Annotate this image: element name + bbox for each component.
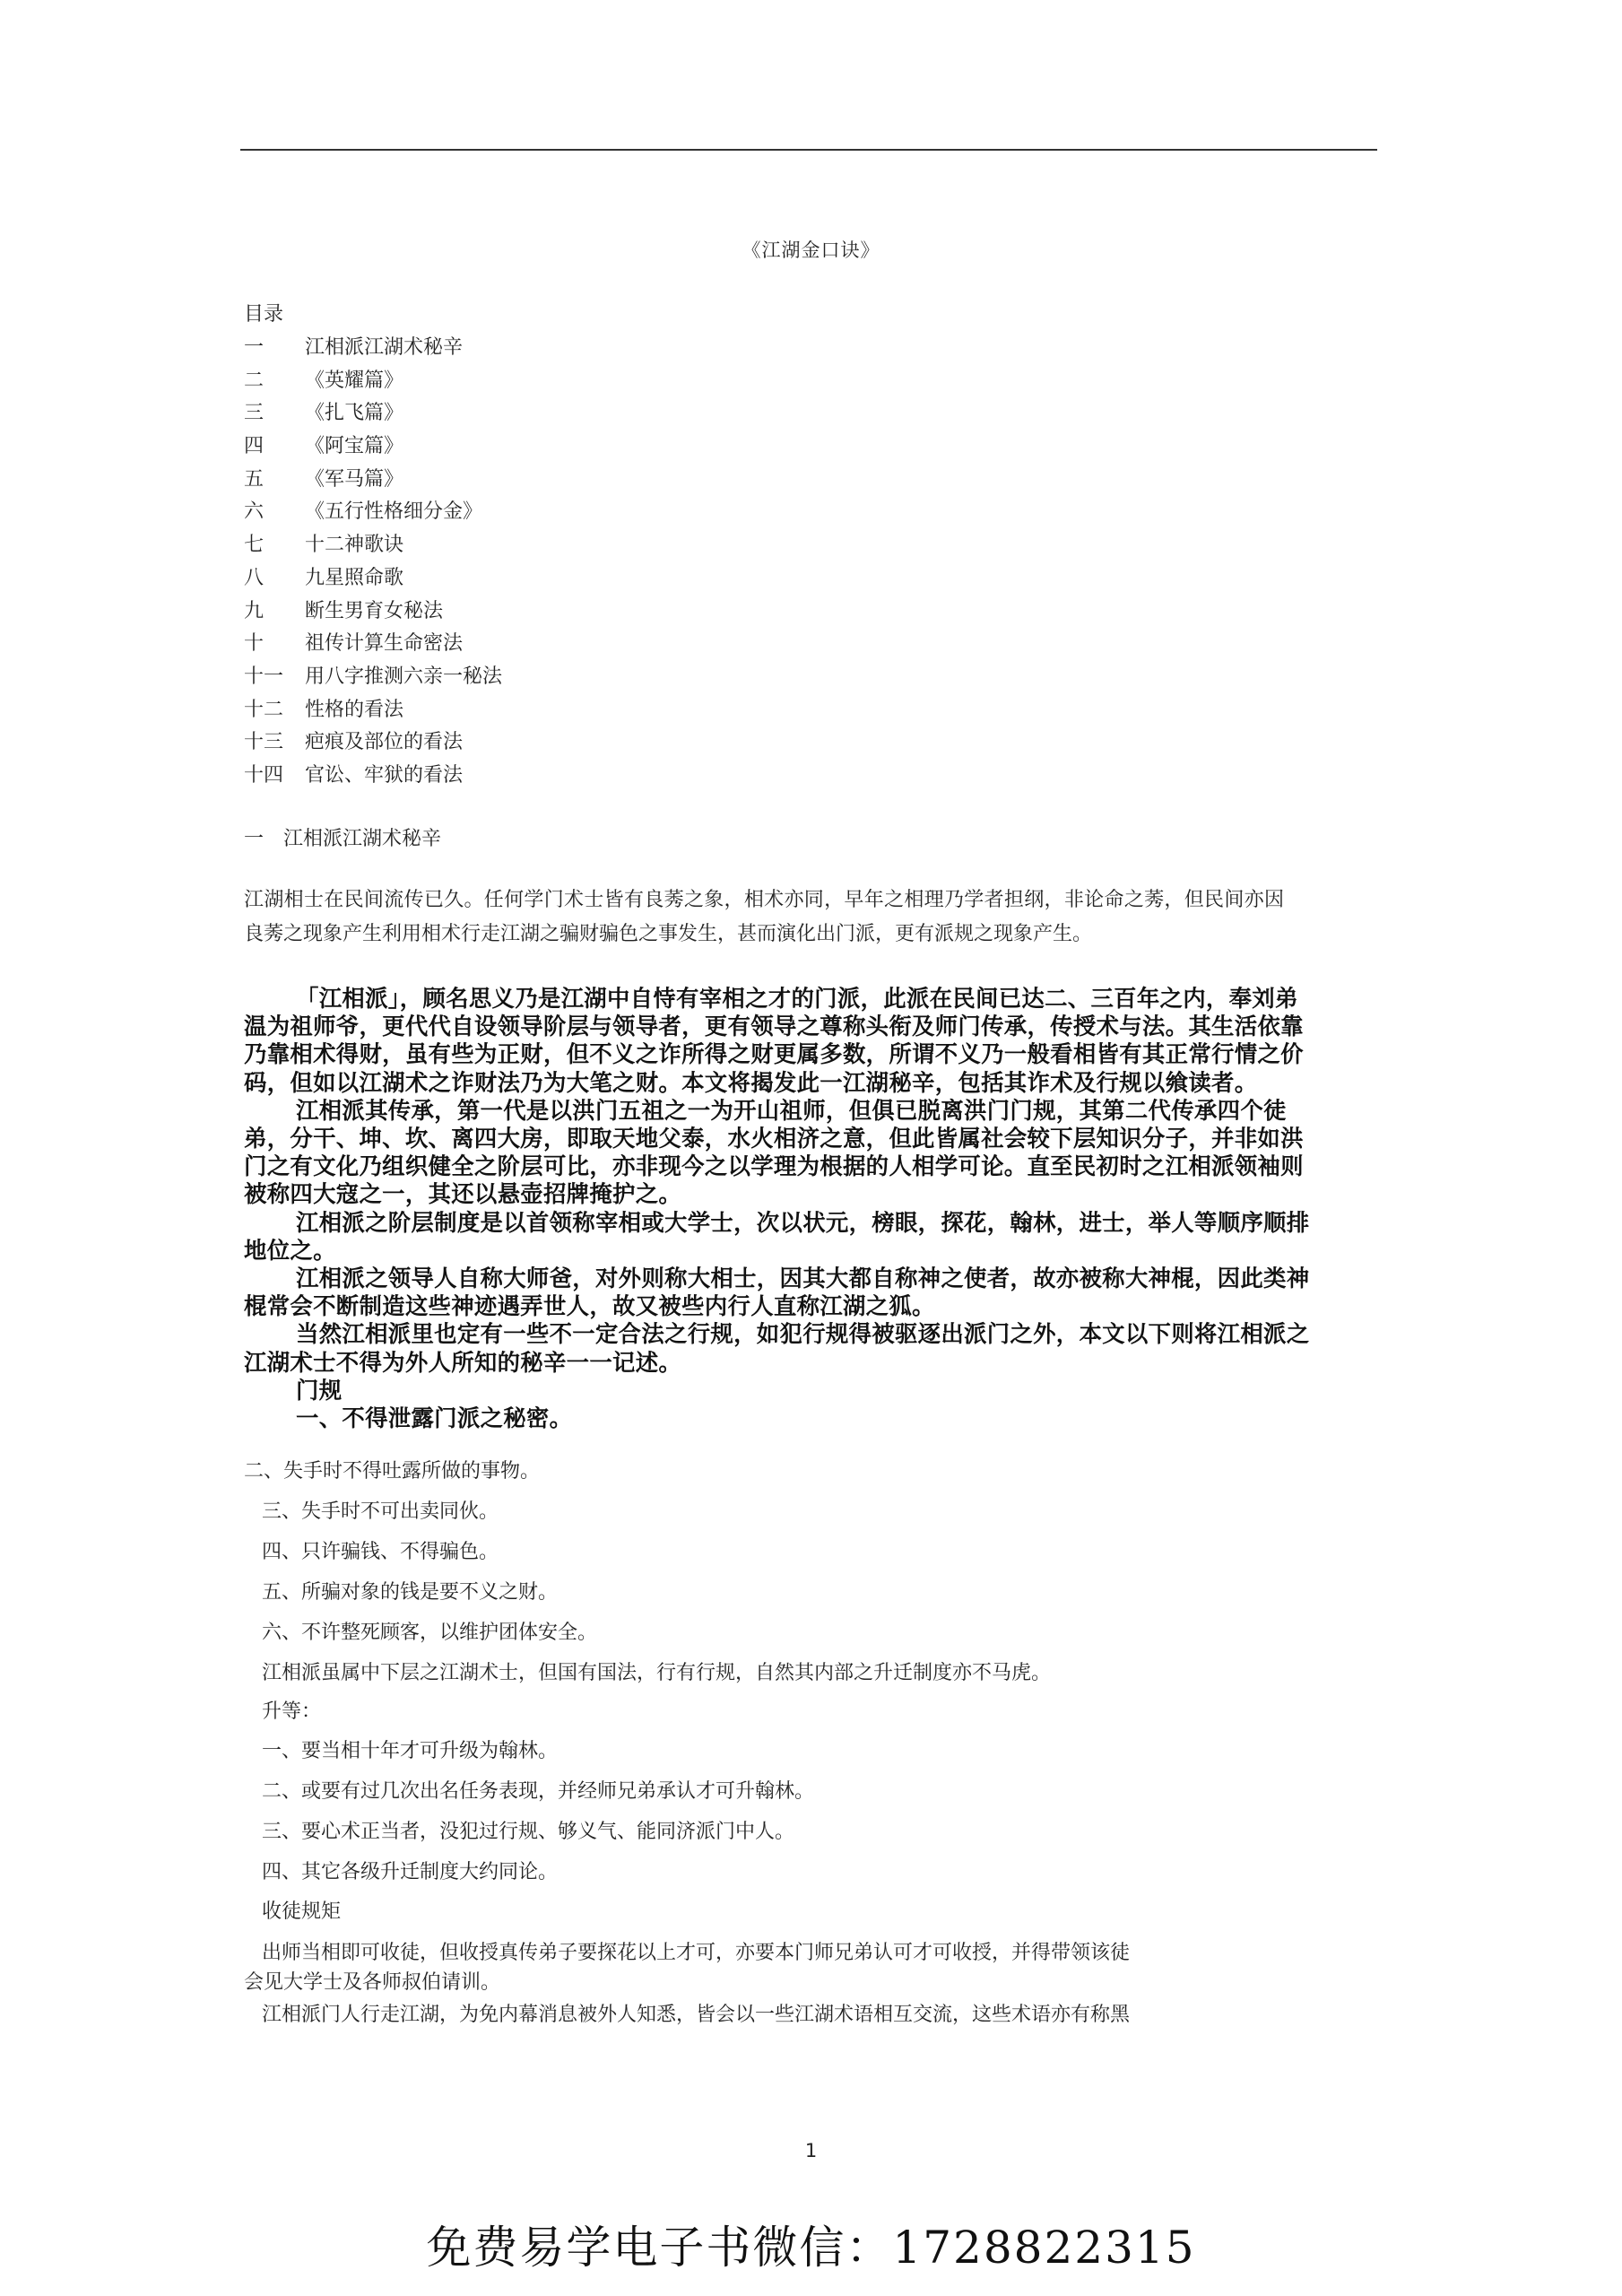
rule-line: 五、所骗对象的钱是要不义之财。 [262, 1581, 559, 1604]
toc-item-number: 十 [244, 632, 265, 656]
toc-item-number: 一 [244, 336, 265, 359]
rule-line: 一、要当相十年才可升级为翰林。 [262, 1740, 559, 1762]
header-rule [240, 149, 1377, 151]
scan-line: 江湖术士不得为外人所知的秘辛一一记述。 [244, 1348, 682, 1376]
rule-line: 收徒规矩 [262, 1900, 342, 1923]
toc-item-number: 三 [244, 402, 265, 425]
toc-item [244, 694, 502, 727]
toc-item-number: 十一 [244, 665, 284, 688]
scan-line: 乃靠相术得财，虽有些为正财，但不义之诈所得之财更属多数，所谓不义乃一般看相皆有其正常行情之价 [244, 1040, 1304, 1068]
toc-item [244, 430, 502, 464]
toc-item-label: 《英耀篇》 [305, 369, 404, 392]
rule-line: 升等： [262, 1700, 322, 1723]
toc-item-number: 十四 [244, 763, 284, 787]
scan-line: 码，但如以江湖术之诈财法乃为大笔之财。本文将揭发此一江湖秘辛，包括其诈术及行规以飨读者。 [244, 1068, 1258, 1096]
toc-item-label: 祖传计算生命密法 [305, 632, 464, 656]
toc-item-number: 二 [244, 369, 265, 392]
scan-line: 江相派其传承，第一代是以洪门五祖之一为开山祖师，但俱已脱离洪门门规，其第二代传承四个徒 [296, 1096, 1287, 1124]
rule-line: 四、只许骗钱、不得骗色。 [262, 1541, 499, 1563]
scan-line: 一、不得泄露门派之秘密。 [296, 1405, 573, 1432]
toc-item [244, 529, 502, 562]
page-number: 1 [804, 2140, 818, 2161]
toc-item-label: 《军马篇》 [305, 467, 404, 491]
toc-item [244, 760, 502, 793]
rule-line: 三、要心术正当者，没犯过行规、够义气、能同济派门中人。 [262, 1821, 795, 1843]
scan-line: 当然江相派里也定有一些不一定合法之行规，如犯行规得被驱逐出派门之外，本文以下则将江相派之 [296, 1320, 1310, 1348]
toc-item-number: 十二 [244, 698, 284, 721]
scan-line: 地位之。 [244, 1236, 336, 1264]
scan-line: 被称四大寇之一，其还以悬壶招牌掩护之。 [244, 1180, 682, 1208]
toc-item-number: 十三 [244, 731, 284, 754]
toc-item-number: 七 [244, 534, 265, 557]
rule-line: 六、不许整死顾客，以维护团体安全。 [262, 1622, 598, 1644]
rule-line: 四、其它各级升迁制度大约同论。 [262, 1861, 559, 1883]
toc-item-number: 六 [244, 500, 265, 524]
toc-item-label: 江相派江湖术秘辛 [305, 336, 464, 359]
toc-item-label: 《五行性格细分金》 [305, 500, 483, 524]
toc-item-number: 四 [244, 435, 265, 458]
scan-line: 棍常会不断制造这些神迹遇弄世人，故又被些内行人直称江湖之狐。 [244, 1292, 935, 1320]
toc-item [244, 496, 502, 529]
toc-item-label: 《阿宝篇》 [305, 435, 404, 458]
footer-advertisement: 免费易学电子书微信：1728822315 [426, 2222, 1196, 2274]
toc-item-label: 九星照命歌 [305, 566, 404, 589]
rule-line: 出师当相即可收徒，但收授真传弟子要探花以上才可，亦要本门师兄弟认可才可收授，并得带领该徒 [262, 1942, 1131, 1964]
toc-item [244, 332, 502, 365]
toc-item [244, 661, 502, 694]
toc-item-label: 断生男育女秘法 [305, 599, 444, 622]
section-title: 江相派江湖术秘辛 [283, 828, 442, 850]
scan-line: 弟，分干、坤、坎、离四大房，即取天地父泰，水火相济之意，但此皆属社会较下层知识分子，并非如洪 [244, 1125, 1304, 1152]
scan-line: 门规 [296, 1376, 343, 1404]
section-number: 一 [244, 828, 265, 850]
scan-line: 江相派之领导人自称大师爸，对外则称大相士，因其大都自称神之使者，故亦被称大神棍，因此类神 [296, 1265, 1310, 1292]
toc-item [244, 562, 502, 596]
toc-item [244, 365, 502, 398]
toc-item-number: 五 [244, 467, 265, 491]
toc-item-number: 九 [244, 599, 265, 622]
rule-line: 二、或要有过几次出名任务表现，并经师兄弟承认才可升翰林。 [262, 1780, 815, 1803]
scan-line: 江相派之阶层制度是以首领称宰相或大学士，次以状元，榜眼，探花，翰林，进士，举人等顺序顺排 [296, 1208, 1310, 1236]
toc-heading: 目录 [244, 303, 284, 326]
toc-item-label: 疤痕及部位的看法 [305, 731, 464, 754]
toc-item-label: 官讼、牢狱的看法 [305, 763, 464, 787]
rule-line: 江相派虽属中下层之江湖术士，但国有国法，行有行规，自然其内部之升迁制度亦不马虎。 [262, 1662, 1052, 1684]
toc-item [244, 726, 502, 760]
document-title: 《江湖金口诀》 [742, 239, 880, 261]
scan-line: 「江相派」，顾名思义乃是江湖中自恃有宰相之才的门派，此派在民间已达二、三百年之内，奉刘弟 [296, 985, 1298, 1012]
toc-item [244, 596, 502, 629]
scan-line: 温为祖师爷，更代代自设领导阶层与领导者，更有领导之尊称头衔及师门传承，传授术与法。其生活依靠 [244, 1013, 1304, 1040]
scan-line: 门之有文化乃组织健全之阶层可比，亦非现今之以学理为根据的人相学可论。直至民初时之江相派领袖则 [244, 1152, 1304, 1180]
toc-item-label: 《扎飞篇》 [305, 402, 404, 425]
toc-item [244, 628, 502, 661]
intro-paragraph: 江湖相士在民间流传已久。任何学门术士皆有良莠之象，相术亦同，早年之相理乃学者担纲，非论命之莠，但民间亦因良莠之现象产生利用相术行走江湖之骗财骗色之事发生，甚而演化出门派，更有派规之现象产生。 [244, 889, 1284, 945]
rule-line: 三、失手时不可出卖同伙。 [262, 1500, 499, 1523]
section-heading [244, 823, 441, 851]
toc-item-label: 十二神歌诀 [305, 534, 404, 557]
rule-line: 江相派门人行走江湖，为免内幕消息被外人知悉，皆会以一些江湖术语相互交流，这些术语亦有称黑 [262, 2004, 1131, 2026]
toc-item [244, 397, 502, 430]
toc-item-label: 性格的看法 [305, 698, 404, 721]
table-of-contents [244, 332, 502, 793]
toc-item-number: 八 [244, 566, 265, 589]
toc-item-label: 用八字推测六亲一秘法 [305, 665, 503, 688]
scanned-text-block [244, 985, 1365, 1432]
rule-line: 二、失手时不得吐露所做的事物。 [244, 1460, 541, 1483]
rule-line: 会见大学士及各师叔伯请训。 [244, 1971, 501, 1994]
toc-item [244, 464, 502, 497]
